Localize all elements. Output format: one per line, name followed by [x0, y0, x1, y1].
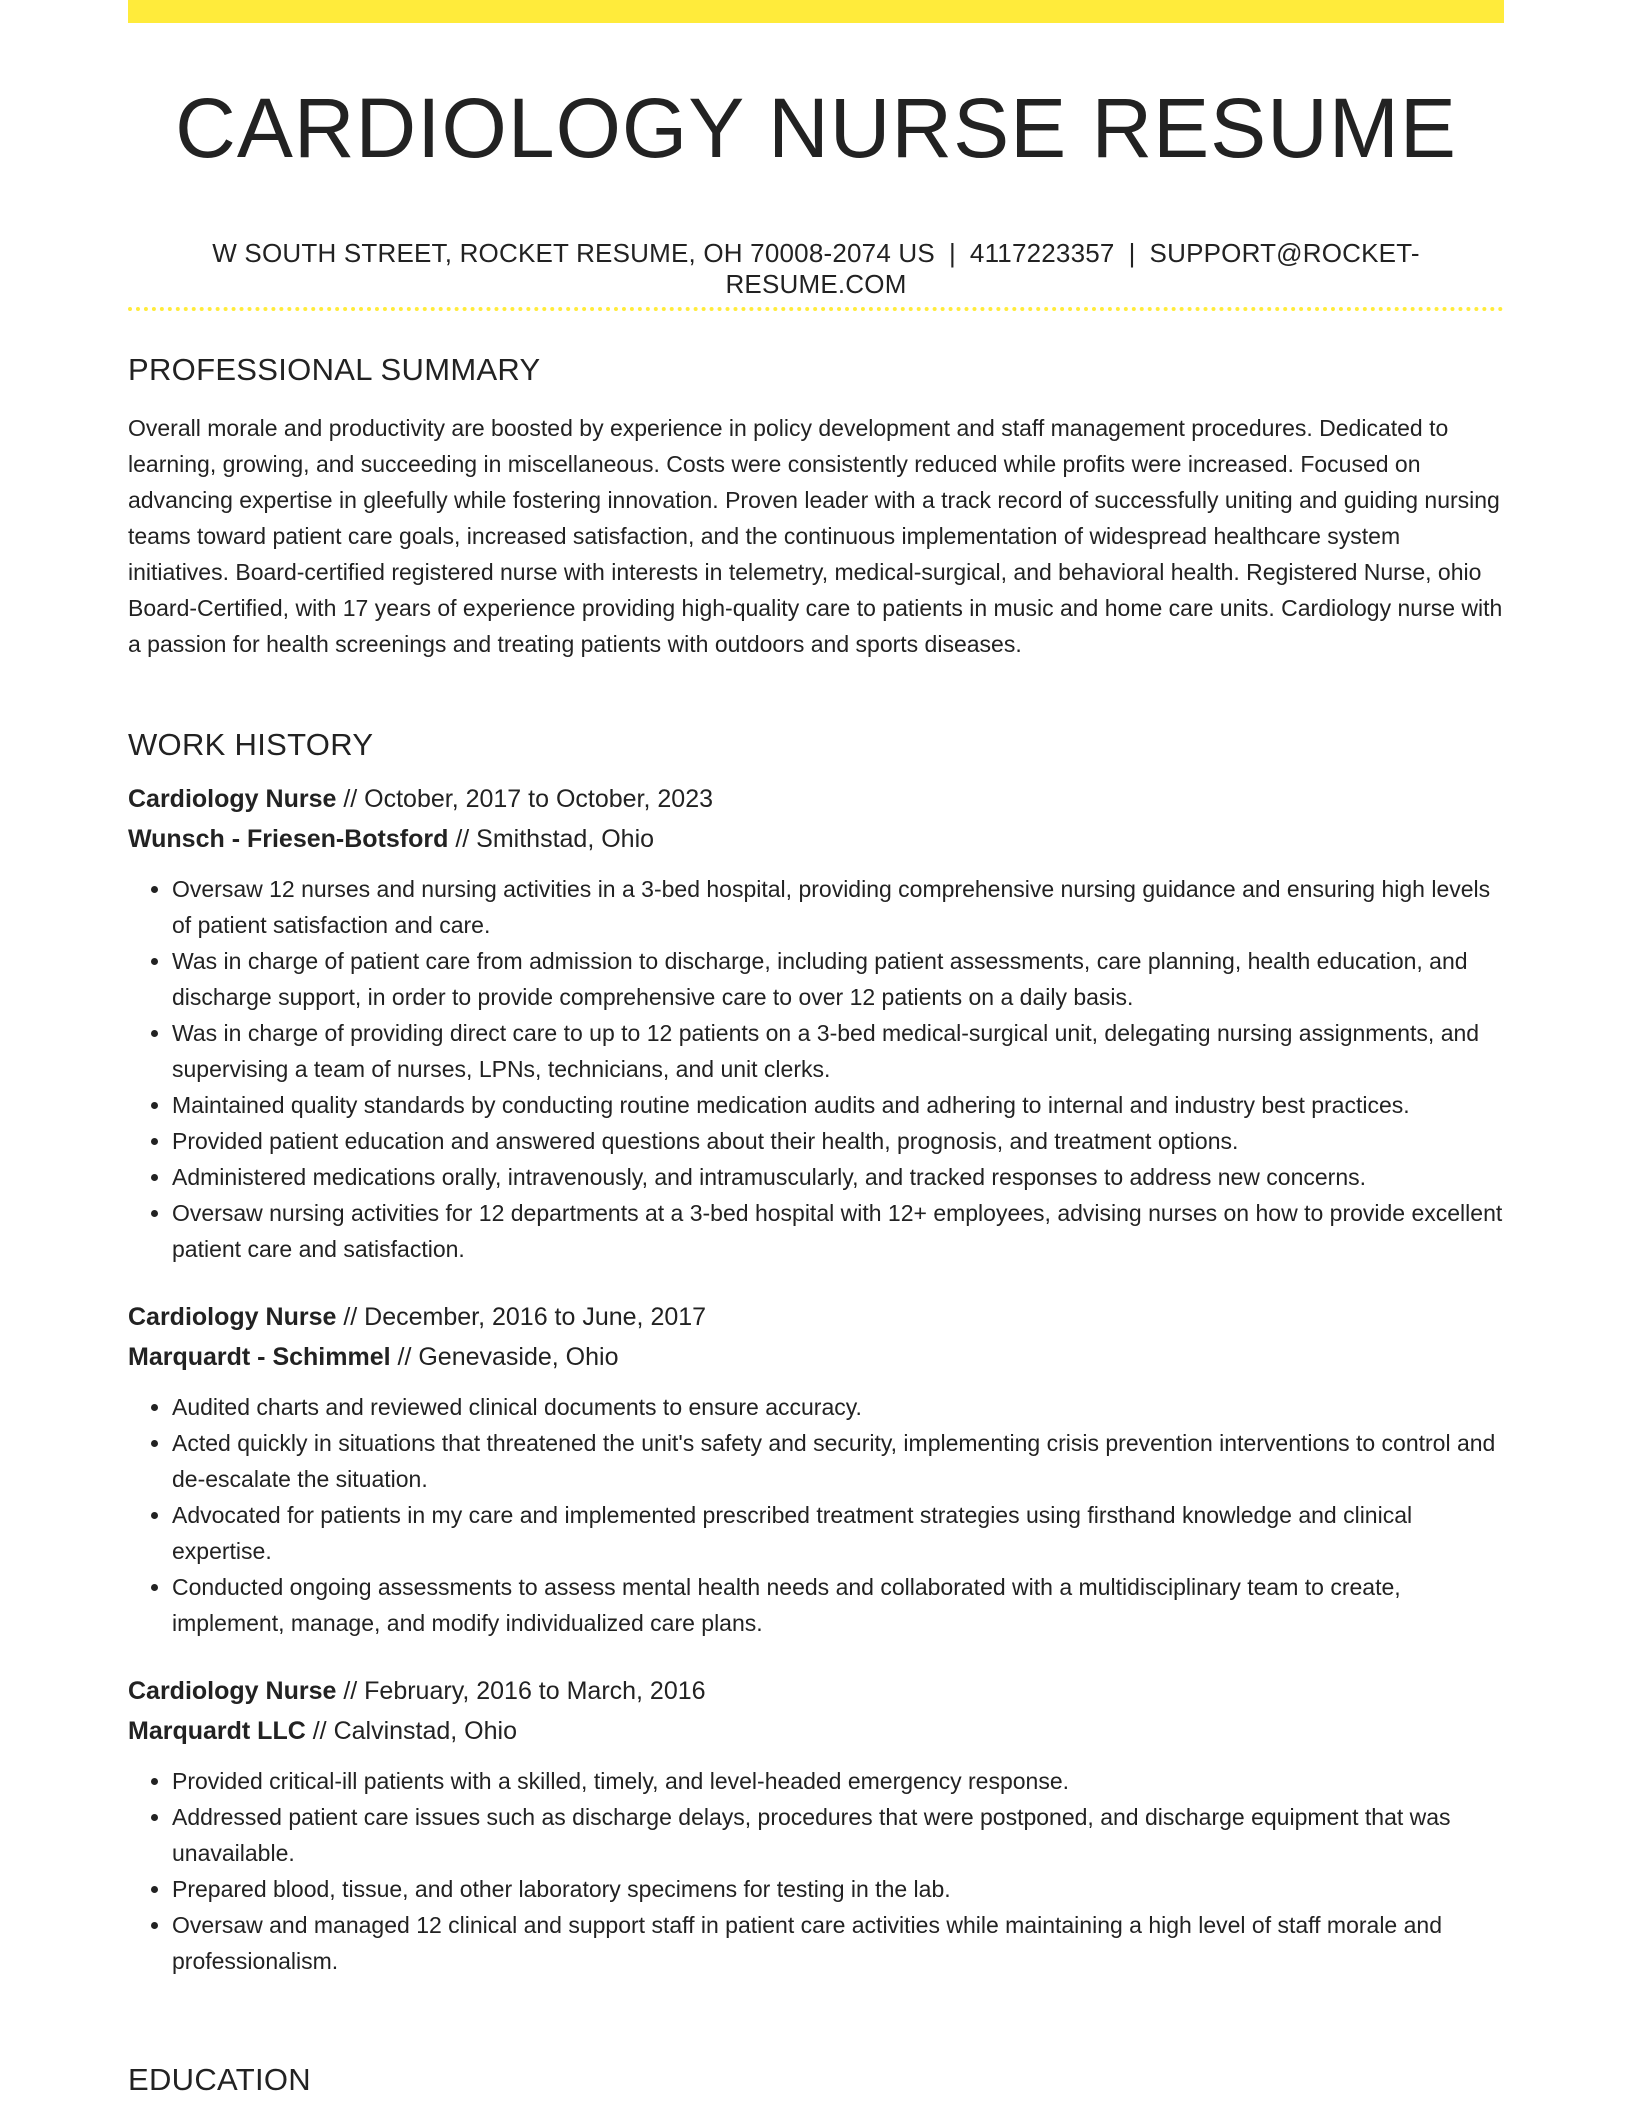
summary-text: Overall morale and productivity are boosted by experience in policy development and staff management procedures. Dedicated to learning, growing, and succeeding in miscellaneous. Costs were consistently reduced while profits were increased. Focused on advancing expertise in gleefully while fostering innovation. Proven leader with a track record of successfully uniting and guiding nursing teams toward patient care goals, increased satisfaction, and the continuous implementation of widespread healthcare system initiatives. Board-certified registered nurse with interests in telemetry, medical-surgical, and behavioral health. Registered Nurse, ohio Board-Certified, with 17 years of experience providing high-quality care to patients in music and home care units. Cardiology nurse with a passion for health screenings and treating patients with outdoors and sports diseases.: [128, 415, 1503, 657]
job-company: Marquardt LLC: [128, 1717, 306, 1745]
job-company: Wunsch - Friesen-Botsford: [128, 825, 449, 853]
job-title: Cardiology Nurse: [128, 785, 337, 813]
contact-separator: |: [948, 238, 956, 268]
job-entry: [128, 1671, 1504, 1979]
bullet-item: • Was in charge of patient care from admission to discharge, including patient assessments, care planning, health education, and discharge support, in order to provide comprehensive care to over 12 patients on a daily basis.: [172, 943, 1504, 1015]
job-title-line: [128, 1297, 1504, 1337]
job-location: // Smithstad, Ohio: [448, 825, 655, 853]
bullet-item: • Acted quickly in situations that threatened the unit's safety and security, implementing crisis prevention interventions to control and de-escalate the situation.: [172, 1425, 1504, 1497]
bullet-item: • Oversaw 12 nurses and nursing activities in a 3-bed hospital, providing comprehensive nursing guidance and ensuring high levels of patient satisfaction and care.: [172, 871, 1504, 943]
contact-line: [128, 238, 1504, 300]
job-title: Cardiology Nurse: [128, 1677, 337, 1705]
bullet-item: • Oversaw nursing activities for 12 departments at a 3-bed hospital with 12+ employees, advising nurses on how to provide excellent patient care and satisfaction.: [172, 1195, 1504, 1267]
bullet-item: • Advocated for patients in my care and implemented prescribed treatment strategies using firsthand knowledge and clinical expertise.: [172, 1497, 1504, 1569]
bullet-item: • Prepared blood, tissue, and other laboratory specimens for testing in the lab.: [172, 1871, 1504, 1907]
resume-title: CARDIOLOGY NURSE RESUME: [175, 81, 1457, 175]
section-heading: EDUCATION: [128, 2062, 311, 2097]
bullet-item: • Addressed patient care issues such as discharge delays, procedures that were postponed, and discharge equipment that was unavailable.: [172, 1799, 1504, 1871]
job-company-line: [128, 1337, 1504, 1377]
job-dates: // October, 2017 to October, 2023: [336, 785, 714, 813]
contact-phone: 4117223357: [969, 238, 1115, 268]
job-title-line: [128, 779, 1504, 819]
job-location: // Genevaside, Ohio: [390, 1343, 619, 1371]
contact-separator: |: [1128, 238, 1136, 268]
section-heading: WORK HISTORY: [128, 727, 374, 762]
job-dates: // December, 2016 to June, 2017: [336, 1303, 707, 1331]
bullet-item: • Conducted ongoing assessments to assess mental health needs and collaborated with a multidisciplinary team to create, implement, manage, and modify individualized care plans.: [172, 1569, 1504, 1641]
job-title: Cardiology Nurse: [128, 1303, 337, 1331]
job-bullets: [128, 1389, 1504, 1641]
bullet-item: • Administered medications orally, intravenously, and intramuscularly, and tracked responses to address new concerns.: [172, 1159, 1504, 1195]
bullet-item: • Oversaw and managed 12 clinical and support staff in patient care activities while maintaining a high level of staff morale and professionalism.: [172, 1907, 1504, 1979]
bullet-item: • Provided patient education and answered questions about their health, prognosis, and treatment options.: [172, 1123, 1504, 1159]
job-entry: [128, 779, 1504, 1267]
contact-email: SUPPORT@ROCKET-RESUME.COM: [725, 238, 1420, 299]
bullet-item: • Was in charge of providing direct care to up to 12 patients on a 3-bed medical-surgical unit, delegating nursing assignments, and supervising a team of nurses, LPNs, technicians, and unit clerks.: [172, 1015, 1504, 1087]
job-entry: [128, 1297, 1504, 1641]
job-dates: // February, 2016 to March, 2016: [336, 1677, 706, 1705]
professional-summary-section: [128, 352, 1504, 662]
accent-top-bar: [128, 0, 1504, 23]
work-history-section: [128, 727, 1504, 1979]
bullet-item: • Provided critical-ill patients with a skilled, timely, and level-headed emergency response.: [172, 1763, 1504, 1799]
job-company-line: [128, 1711, 1504, 1751]
job-company: Marquardt - Schimmel: [128, 1343, 391, 1371]
dotted-divider: [128, 307, 1504, 311]
contact-address: W SOUTH STREET, ROCKET RESUME, OH 70008-2074 US: [212, 238, 935, 268]
job-company-line: [128, 819, 1504, 859]
job-bullets: [128, 871, 1504, 1267]
job-bullets: [128, 1763, 1504, 1979]
section-heading: PROFESSIONAL SUMMARY: [128, 352, 541, 387]
job-title-line: [128, 1671, 1504, 1711]
job-location: // Calvinstad, Ohio: [305, 1717, 517, 1745]
education-section: [128, 2062, 1504, 2098]
bullet-item: • Maintained quality standards by conducting routine medication audits and adhering to internal and industry best practices.: [172, 1087, 1504, 1123]
bullet-item: • Audited charts and reviewed clinical documents to ensure accuracy.: [172, 1389, 1504, 1425]
